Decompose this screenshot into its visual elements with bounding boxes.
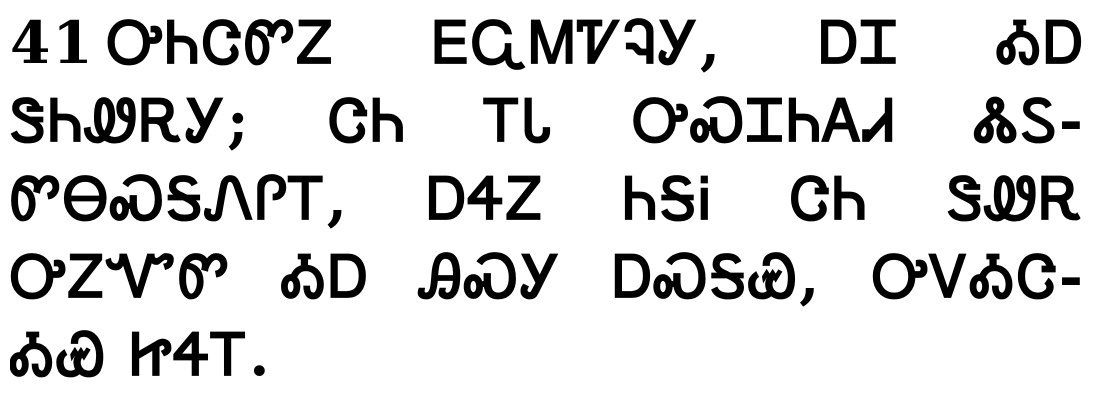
- verse-line-3: ᏛᎾᏍᎦᏁᎵᎢ, ᎠᏎᏃ ᏂᎦᎥ ᏣᏂ ᏕᏪᎡ: [10, 165, 1085, 233]
- verse-text-block: [10, 4, 1085, 394]
- verse-line-1: [10, 4, 1085, 82]
- verse-line-4: ᎤᏃᏉᏛ ᎣᎠ ᎯᏍᎩ ᎠᏍᎦᏯ, ᎤᏙᎣᏣ-: [10, 243, 1085, 311]
- verse-line-1-text: ᎤᏂᏣᏛᏃ ᎬᏩᎷᏤᎸᎩ, ᎠᏆ ᎣᎠ: [106, 9, 1085, 77]
- verse-line-2: ᏕᏂᏪᎡᎩ; ᏣᏂ ᎢᏓ ᎤᏍᏆᏂᎪᏗ ᏜᏚ-: [10, 87, 1085, 155]
- verse-line-5: ᎣᏯ ᏥᏎᎢ.: [10, 321, 272, 389]
- verse-number: 41: [10, 9, 95, 77]
